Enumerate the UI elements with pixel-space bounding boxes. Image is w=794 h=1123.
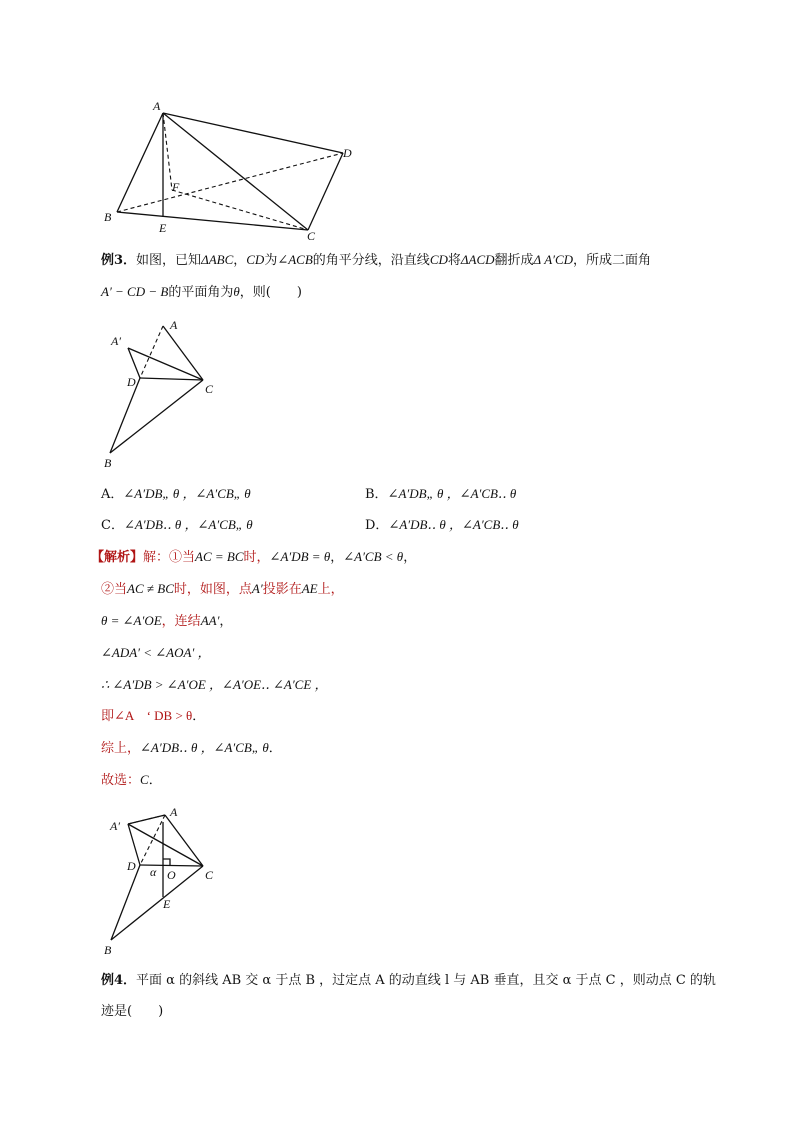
label-F: F bbox=[172, 180, 180, 194]
figure-3 bbox=[100, 800, 225, 958]
example3-line1: 例3．如图，已知ΔABC，CD为∠ACB的角平分线，沿直线CD将ΔACD翻折成Δ A′CD，所成二面角 bbox=[101, 252, 652, 268]
label-B: B bbox=[104, 943, 112, 957]
label-D: D bbox=[127, 859, 136, 873]
option-C[interactable]: C．∠A′DB‥ θ ，∠A′CB„ θ bbox=[101, 517, 253, 533]
label-A: A bbox=[153, 99, 161, 113]
example4-label: 例4． bbox=[101, 973, 137, 988]
example4-line2: 迹是( ) bbox=[101, 1004, 164, 1019]
label-B: B bbox=[104, 456, 112, 470]
label-D: D bbox=[343, 146, 352, 160]
label-A-prime: A′ bbox=[110, 819, 120, 833]
label-C: C bbox=[205, 868, 214, 882]
label-A: A bbox=[170, 805, 178, 819]
label-C: C bbox=[205, 382, 214, 396]
label-A-prime: A′ bbox=[111, 334, 121, 348]
solution-line-2: ②当AC ≠ BC时，如图，点A′投影在AE上， bbox=[101, 581, 344, 597]
option-A[interactable]: A．∠A′DB„ θ ，∠A′CB„ θ bbox=[101, 486, 251, 502]
label-E: E bbox=[163, 897, 171, 911]
solution-line-6: 即∠A ‘ DB > θ． bbox=[101, 708, 206, 724]
example4-line1: 例4．平面 α 的斜线 AB 交 α 于点 B ，过定点 A 的动直线 l 与 AB 垂直，且交 α 于点 C ，则动点 C 的轨 bbox=[101, 973, 716, 988]
solution-tag: 【解析】 bbox=[91, 550, 144, 565]
figure-1 bbox=[95, 95, 370, 245]
solution-line-3: θ = ∠A′OE，连结AA′， bbox=[101, 613, 233, 629]
solution-line-7: 综上，∠A′DB‥ θ ，∠A′CB„ θ． bbox=[101, 740, 282, 756]
label-D: D bbox=[127, 375, 136, 389]
solution-line-4: ∠ADA′ < ∠AOA′ ， bbox=[101, 645, 211, 660]
label-E: E bbox=[159, 221, 167, 235]
solution-line-1: 【解析】解：①当AC = BC时，∠A′DB = θ，∠A′CB < θ， bbox=[91, 549, 417, 565]
solution-line-5: ∴ ∠A′DB > ∠A′OE ，∠A′OE‥ ∠A′CE ， bbox=[101, 677, 328, 692]
example3-label: 例3． bbox=[101, 253, 137, 268]
label-A: A bbox=[170, 318, 178, 332]
label-alpha: α bbox=[150, 865, 157, 879]
label-B: B bbox=[104, 210, 112, 224]
option-D[interactable]: D．∠A′DB‥ θ ，∠A′CB‥ θ bbox=[365, 517, 519, 533]
option-B[interactable]: B．∠A′DB„ θ ，∠A′CB‥ θ bbox=[365, 486, 517, 502]
solution-line-8: 故选：C． bbox=[101, 772, 162, 788]
figure-2 bbox=[100, 312, 225, 472]
example3-line2: A′ − CD − B的平面角为θ，则( ) bbox=[101, 284, 302, 300]
label-C: C bbox=[307, 229, 316, 243]
label-O: O bbox=[167, 868, 176, 882]
